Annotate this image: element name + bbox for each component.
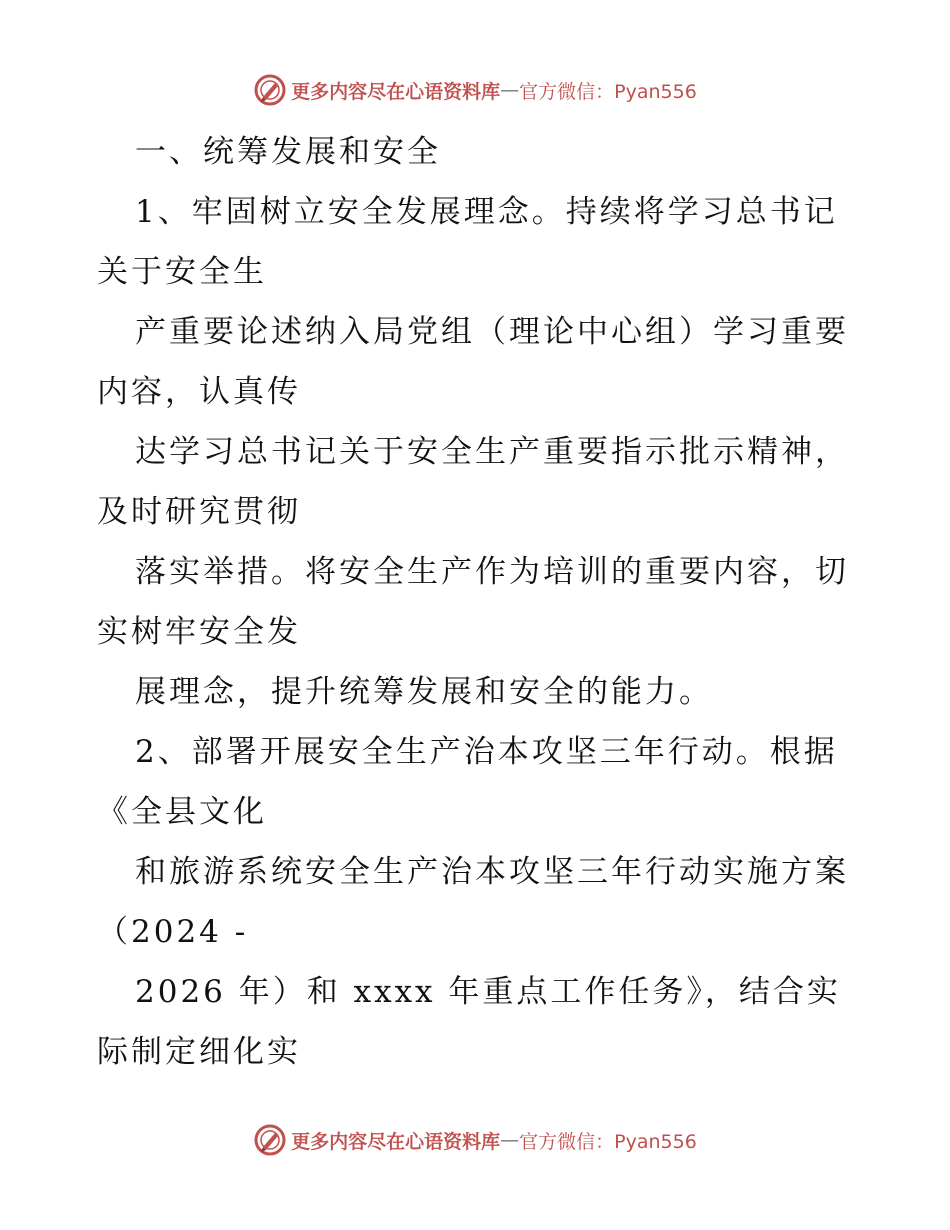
text-line: 产重要论述纳入局党组（理论中心组）学习重要 bbox=[135, 314, 849, 350]
header-banner bbox=[0, 70, 950, 110]
document-body bbox=[97, 122, 857, 1082]
text-line: 《全县文化 bbox=[97, 794, 267, 830]
brand-text: 更多内容尽在心语资料库 bbox=[291, 1130, 501, 1153]
banner-separator: — bbox=[500, 1129, 520, 1151]
pen-logo-icon bbox=[253, 73, 287, 107]
text-line: 及时研究贯彻 bbox=[97, 494, 301, 530]
pen-logo-icon bbox=[253, 1123, 287, 1157]
text-line: 2、部署开展安全生产治本攻坚三年行动。根据 bbox=[135, 734, 838, 770]
text-line: （2024 - bbox=[97, 914, 249, 950]
text-line: 和旅游系统安全生产治本攻坚三年行动实施方案 bbox=[135, 854, 849, 890]
footer-banner bbox=[0, 1120, 950, 1160]
wechat-text: 官方微信：Pyan556 bbox=[519, 1130, 697, 1153]
wechat-text: 官方微信：Pyan556 bbox=[519, 80, 697, 103]
text-line: 展理念，提升统筹发展和安全的能力。 bbox=[135, 674, 713, 710]
text-line: 关于安全生 bbox=[97, 254, 267, 290]
text-line: 2026 年）和 xxxx 年重点工作任务》，结合实 bbox=[135, 974, 841, 1010]
text-line: 落实举措。将安全生产作为培训的重要内容，切 bbox=[135, 554, 849, 590]
brand-text: 更多内容尽在心语资料库 bbox=[291, 80, 501, 103]
text-line: 1、牢固树立安全发展理念。持续将学习总书记 bbox=[135, 194, 838, 230]
text-line: 实树牢安全发 bbox=[97, 614, 301, 650]
text-line: 一、统筹发展和安全 bbox=[135, 134, 441, 170]
text-line: 内容，认真传 bbox=[97, 374, 301, 410]
text-line: 达学习总书记关于安全生产重要指示批示精神， bbox=[135, 434, 849, 470]
text-line: 际制定细化实 bbox=[97, 1034, 301, 1070]
banner-separator: — bbox=[500, 79, 520, 101]
